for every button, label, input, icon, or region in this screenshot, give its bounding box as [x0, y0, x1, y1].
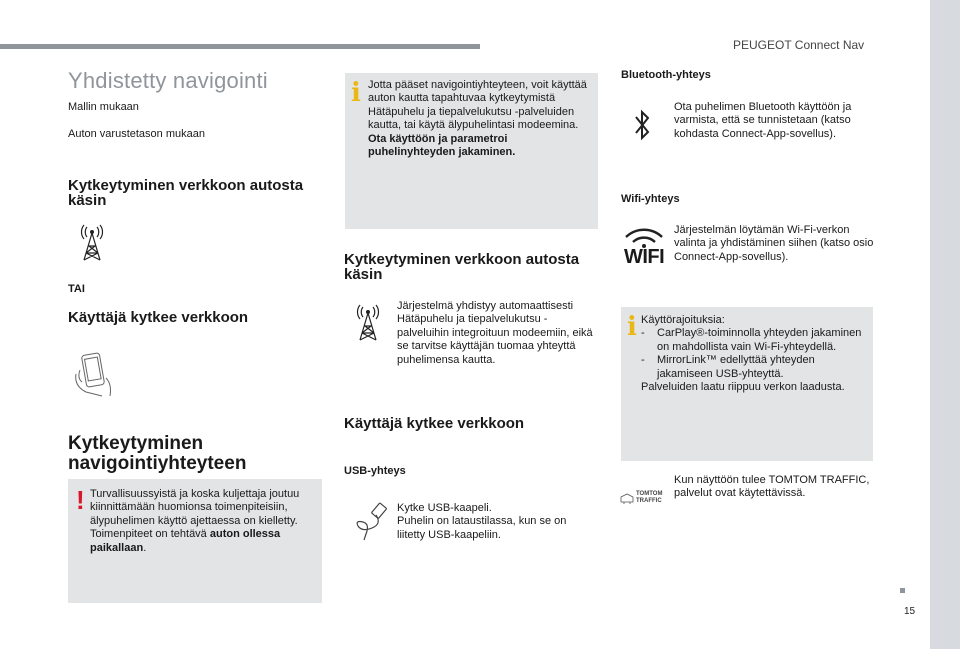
- usb-label: USB-yhteys: [344, 465, 406, 477]
- tomtom-text: Kun näyttöön tulee TOMTOM TRAFFIC, palvelut ovat käytettävissä.: [674, 474, 870, 500]
- warning-prefix: Toimenpiteet on tehtävä: [90, 528, 210, 541]
- model-note: Mallin mukaan: [68, 101, 139, 113]
- wifi-waves-icon: [624, 226, 664, 248]
- limit-mirrorlink: MirrorLink™ edellyttää yhteyden jakamiseen USB-yhteyttä.: [657, 354, 815, 380]
- or-label: TAI: [68, 283, 85, 295]
- list-item: [641, 354, 867, 381]
- heading-user-connect-left: Käyttäjä kytkee verkkoon: [68, 309, 249, 326]
- warning-box: [68, 479, 322, 603]
- list-dash: -: [641, 327, 645, 340]
- usb-text-line2: Puhelin on lataustilassa, kun se on liitetty USB-kaapeliin.: [397, 515, 567, 541]
- info-text: [368, 79, 590, 159]
- header-rule: [0, 44, 480, 49]
- usb-text-line1: Kytke USB-kaapeli.: [397, 502, 492, 514]
- section-end-marker: [900, 588, 905, 593]
- heading-auto-connect-left: Kytkeytyminen verkkoon autosta käsin: [68, 177, 304, 209]
- wifi-text: Järjestelmän löytämän Wi-Fi-verkon valinta ja yhdistäminen siihen (katso osio Connect-App-sovellus).: [674, 224, 874, 263]
- info-main-text: Jotta pääset navigointiyhteyteen, voit käyttää auton kautta tapahtuvaa kytkeytymistä Hätäpuhelu ja tiepalvelukutsu -palveluiden kautta, tai käytä älypuhelintasi modeemina.: [368, 79, 587, 132]
- warning-text: [90, 488, 312, 555]
- heading-nav-line2: navigointiyhteyteen: [68, 453, 247, 474]
- limit-carplay: CarPlay®-toiminnolla yhteyden jakaminen on mahdollista vain Wi-Fi-yhteydellä.: [657, 327, 862, 353]
- bluetooth-label: Bluetooth-yhteys: [621, 69, 711, 81]
- warning-suffix: .: [143, 541, 147, 554]
- info-box-navigation: [345, 73, 598, 229]
- limits-content: [641, 314, 867, 394]
- heading-nav-connection: [68, 434, 246, 474]
- tomtom-traffic-logo: [620, 490, 666, 508]
- tomtom-logo-line1: TOMTOM: [636, 491, 663, 497]
- page-side-tab: [930, 0, 960, 649]
- info-icon: i: [627, 312, 637, 342]
- bluetooth-icon: [632, 108, 652, 142]
- list-item: [641, 327, 867, 354]
- antenna-icon: [352, 304, 384, 342]
- warning-main-text: Turvallisuussyistä ja koska kuljettaja joutuu kiinnittämään huomionsa toimenpiteisiin, älypuhelimen käyttö ajettaessa on kielletty.: [90, 488, 300, 527]
- bluetooth-text: Ota puhelimen Bluetooth käyttöön ja varmista, että se tunnistetaan (katso kohdasta Connect-App-sovellus).: [674, 101, 852, 140]
- heading-auto-connect-middle: Kytkeytyminen verkkoon autosta käsin: [344, 251, 580, 283]
- usb-text: [397, 502, 597, 542]
- info-bold-text: Ota käyttöön ja parametroi puhelinyhteyden jakaminen.: [368, 132, 516, 159]
- heading-nav-line1: Kytkeytyminen: [68, 433, 204, 454]
- list-dash: -: [641, 354, 645, 367]
- info-box-limits: [621, 307, 873, 461]
- usb-cable-icon: [354, 502, 390, 542]
- antenna-icon: [76, 224, 108, 262]
- limits-title: Käyttörajoituksia:: [641, 314, 725, 326]
- tomtom-hand-icon: [620, 493, 634, 505]
- auto-connect-text: Järjestelmä yhdistyy automaattisesti Hätäpuhelu ja tiepalvelukutsu -palveluihin integroituun modeemiin, eikä se tarvitse käyttäjän tuomaa yhteyttä puhelimensa kautta.: [397, 300, 593, 366]
- wifi-icon-text: WIFI: [624, 246, 665, 268]
- warning-bold: auton ollessa paikallaan: [90, 528, 281, 554]
- info-icon: i: [351, 78, 361, 108]
- wifi-label: Wifi-yhteys: [621, 193, 680, 205]
- tomtom-logo-text: [636, 491, 662, 505]
- heading-user-connect-middle: Käyttäjä kytkee verkkoon: [344, 415, 525, 432]
- smartphone-hand-icon: [72, 352, 120, 398]
- warning-icon: !: [76, 485, 85, 515]
- page-title: Yhdistetty navigointi: [68, 68, 268, 93]
- product-name: PEUGEOT Connect Nav: [733, 38, 865, 52]
- wifi-icon: [624, 226, 664, 270]
- limits-footer: Palveluiden laatu riippuu verkon laadusta.: [641, 381, 845, 394]
- tomtom-logo-line2: TRAFFIC: [636, 498, 662, 504]
- equipment-note: Auton varustetason mukaan: [68, 128, 205, 140]
- page-number: 15: [904, 606, 916, 617]
